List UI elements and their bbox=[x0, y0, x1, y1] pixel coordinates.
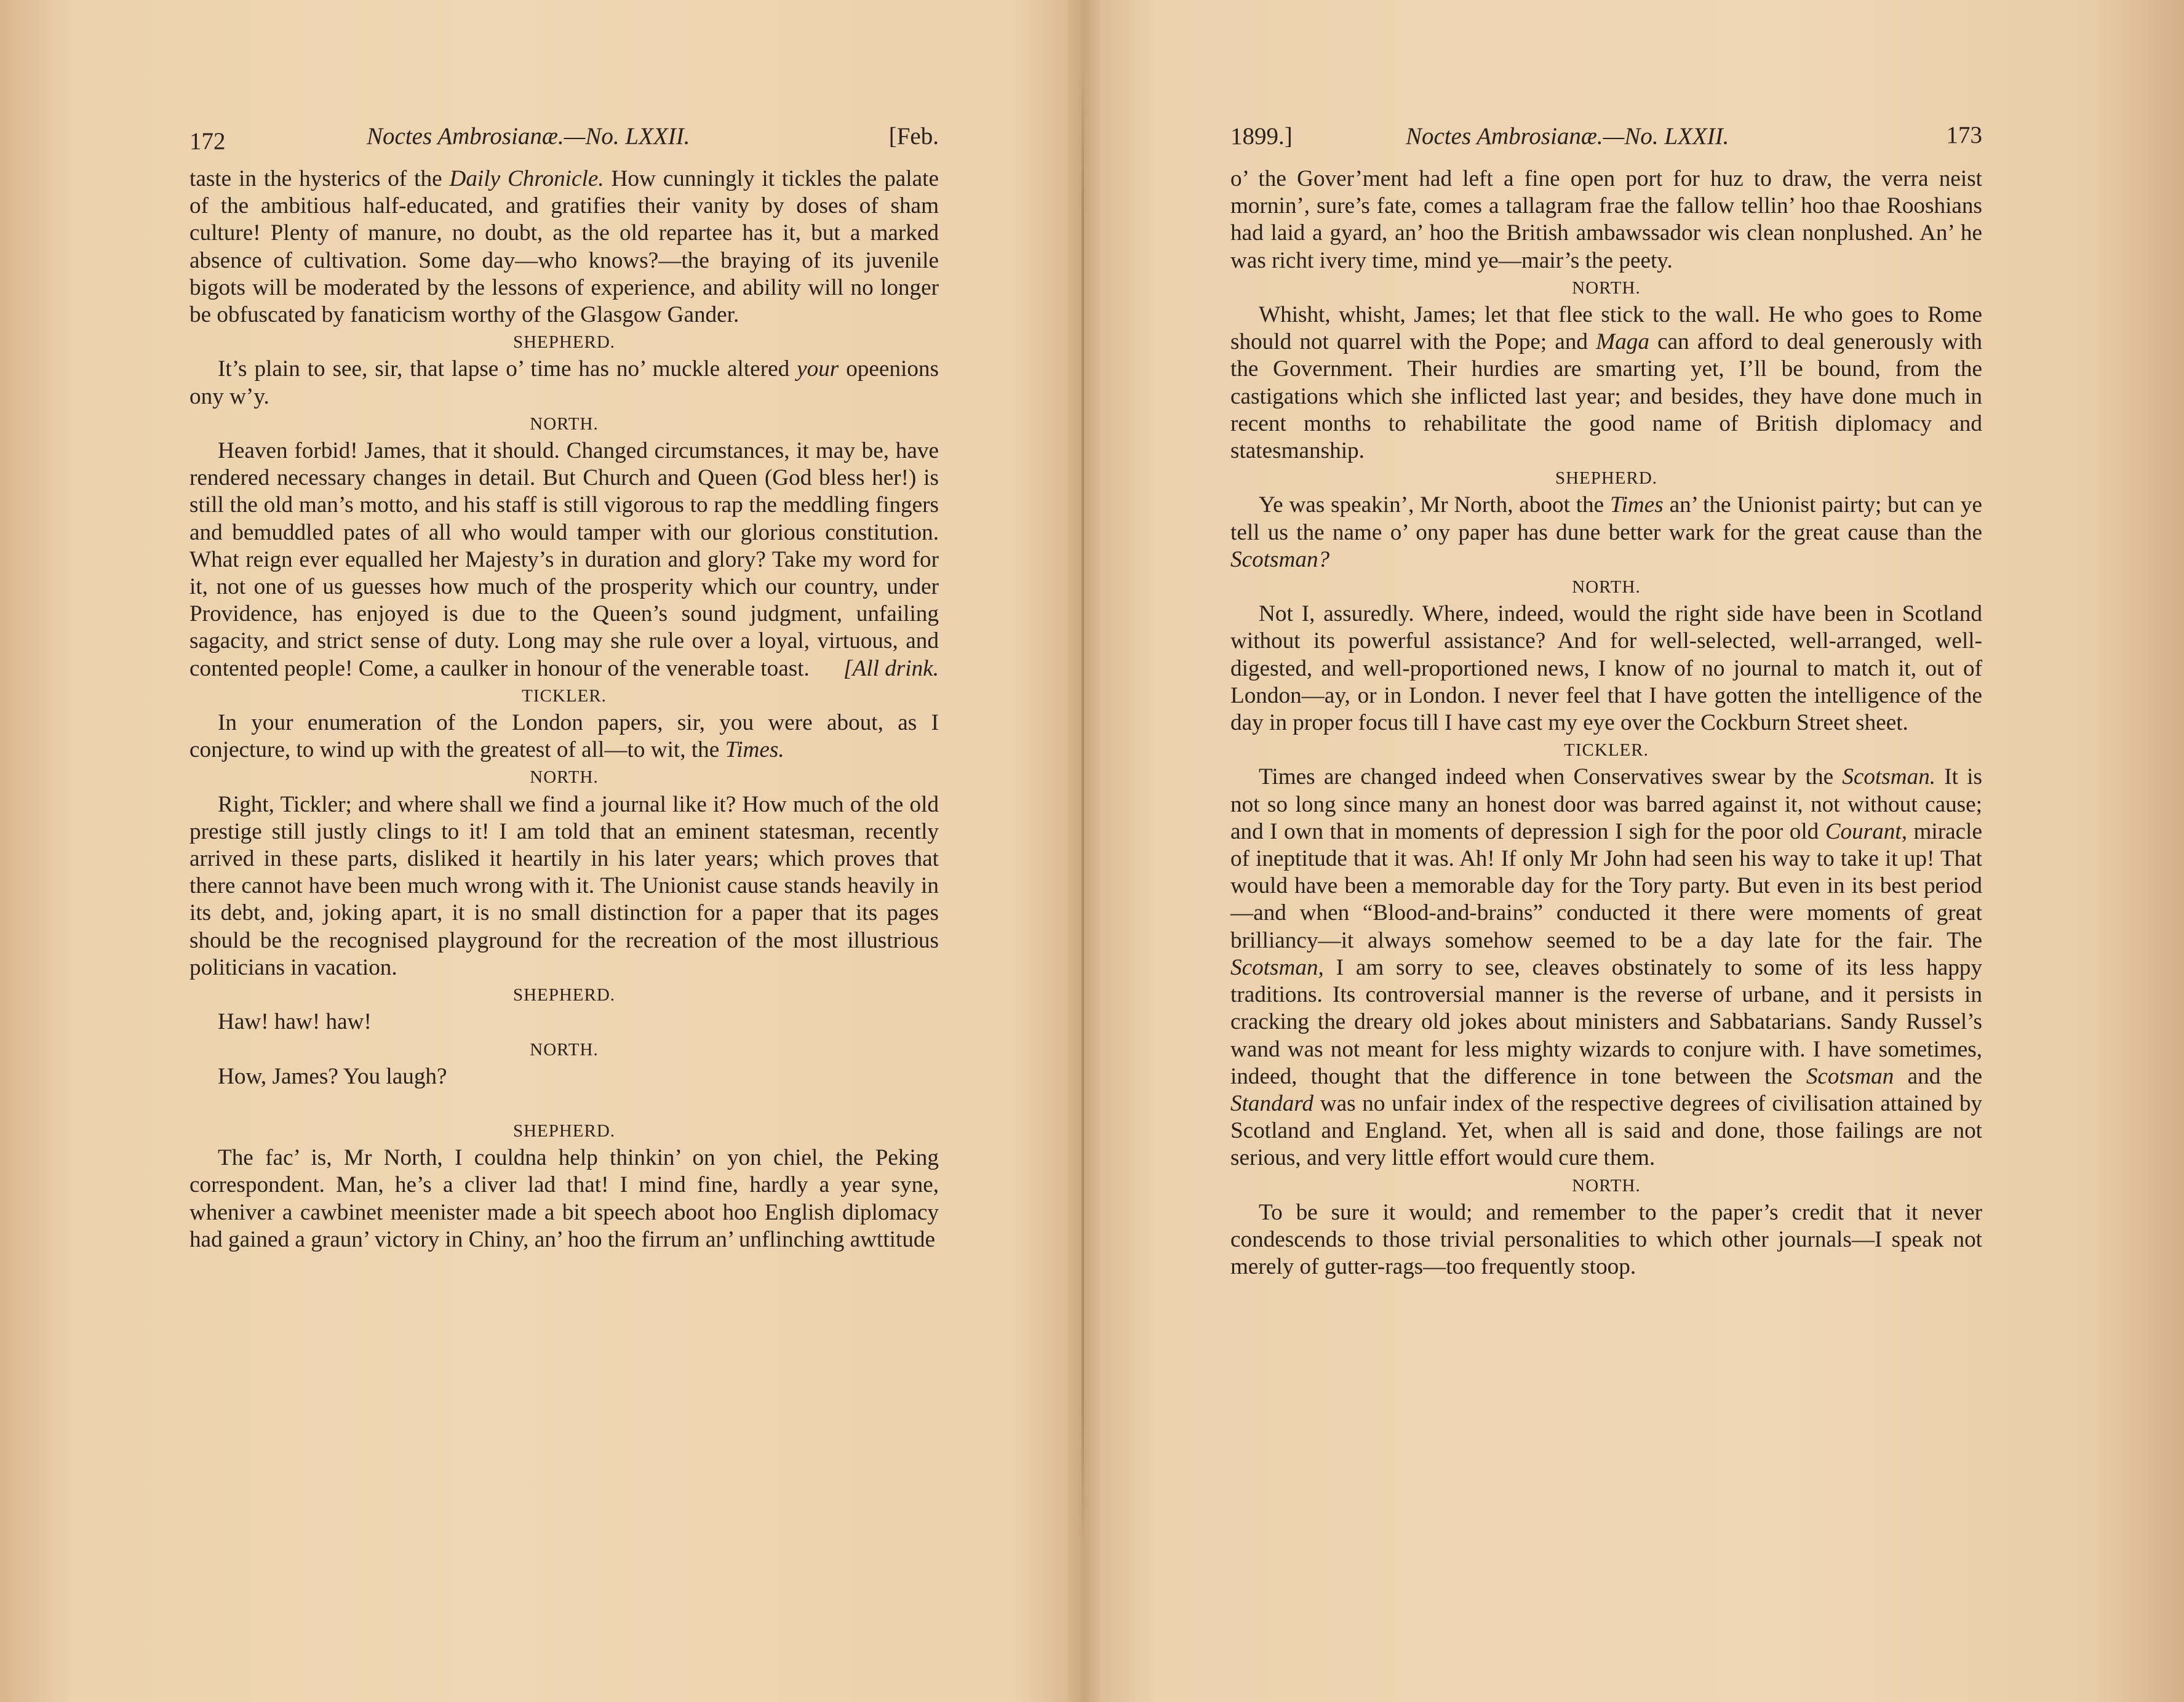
left-running-head bbox=[189, 120, 939, 152]
speaker-heading: NORTH. bbox=[1572, 278, 1641, 298]
speaker-heading: SHEPHERD. bbox=[1555, 468, 1658, 489]
running-date: [Feb. bbox=[888, 123, 939, 150]
stage-direction: [All drink. bbox=[843, 655, 939, 681]
paragraph: Ye was speakin’, Mr North, aboot the Times an’ the Unionist pairty; but can ye tell us the name o’ ony paper has dune better wark for the great cause than the Scotsman? bbox=[1230, 492, 1982, 572]
paragraph: Whisht, whisht, James; let that flee stick to the wall. He who goes to Rome should not quarrel with the Pope; and Maga can afford to deal generously with the Government. Their hurdies are smarting yet, I’ll be bound, from the castigations which she inflicted last year; and besides, they have done much in recent months to rehabilitate the good name of British diplomacy and statesmanship. bbox=[1230, 302, 1982, 464]
speaker-heading: NORTH. bbox=[530, 414, 599, 434]
spacer bbox=[189, 1090, 939, 1117]
paragraph: To be sure it would; and remember to the paper’s credit that it never condescends to those trivial personalities to which other journals—I speak not merely of gutter-rags—too frequently stoop. bbox=[1230, 1199, 1982, 1280]
paragraph: Not I, assuredly. Where, indeed, would the right side have been in Scotland without its powerful assistance? And for well-selected, well-arranged, well-digested, and well-proportioned news, I know of no journal to match it, out of London—ay, or in London. I never feel that I have gotten the intelligence of the day in proper focus till I have cast my eye over the Cockburn Street sheet. bbox=[1230, 601, 1982, 736]
paragraph: It’s plain to see, sir, that lapse o’ time has no’ muckle altered your opeenions ony w’y. bbox=[189, 356, 939, 409]
speaker-heading: SHEPHERD. bbox=[512, 985, 616, 1005]
right-body-text bbox=[1230, 166, 1982, 1280]
page-number: 172 bbox=[189, 128, 226, 154]
paragraph: taste in the hysterics of the Daily Chronicle. How cunningly it tickles the palate of the ambitious half-educated, and gratifies their vanity by doses of sham culture! Plenty of manure, no doubt, as the old repartee has it, but a marked absence of cultivation. Some day—who knows?—the braying of its juvenile bigots will be moderated by the lessons of experience, and ability will no longer be obfuscated by fanaticism worthy of the Glasgow Gander. bbox=[189, 166, 939, 328]
paragraph: How, James? You laugh? bbox=[218, 1063, 447, 1089]
speaker-heading: SHEPHERD. bbox=[512, 332, 616, 353]
speaker-heading: TICKLER. bbox=[522, 685, 607, 706]
running-title: Noctes Ambrosianæ.—No. LXXII. bbox=[1406, 123, 1729, 150]
left-body-text bbox=[189, 166, 939, 1253]
running-date: 1899.] bbox=[1230, 123, 1293, 150]
paragraph: In your enumeration of the London papers, sir, you were about, as I conjecture, to wind up with the greatest of all—to wit, the Times. bbox=[189, 710, 939, 763]
speaker-heading: NORTH. bbox=[1572, 577, 1641, 597]
page-number: 173 bbox=[1946, 122, 1982, 148]
paragraph: Right, Tickler; and where shall we find a journal like it? How much of the old prestige still justly clings to it! I am told that an eminent statesman, recently arrived in these parts, disliked it heartily in his later years; which proves that there cannot have been much wrong with it. The Unionist cause stands heavily in its debt, and, joking apart, it is no small distinction for a paper that its pages should be the recognised playground for the recreation of the most illustrious politicians in vacation. bbox=[189, 791, 939, 980]
paragraph: Haw! haw! haw! bbox=[218, 1009, 372, 1035]
speaker-heading: TICKLER. bbox=[1564, 740, 1649, 761]
right-running-head bbox=[1230, 120, 1982, 152]
speaker-heading: NORTH. bbox=[1572, 1175, 1641, 1196]
paragraph: o’ the Gover’ment had left a fine open port for huz to draw, the verra neist mornin’, sure’s fate, comes a tallagram frae the fallow tellin’ hoo thae Rooshians had laid a gyard, an’ hoo the British ambawssador wis clean nonplushed. An’ he was richt ivery time, mind ye—mair’s the peety. bbox=[1230, 166, 1982, 273]
speaker-heading: NORTH. bbox=[530, 1039, 599, 1060]
left-page bbox=[189, 120, 939, 1253]
speaker-heading: SHEPHERD. bbox=[512, 1121, 616, 1141]
book-gutter bbox=[1082, 68, 1084, 1544]
right-page bbox=[1230, 120, 1982, 1280]
running-title: Noctes Ambrosianæ.—No. LXXII. bbox=[367, 123, 690, 150]
paragraph: The fac’ is, Mr North, I couldna help thinkin’ on yon chiel, the Peking correspondent. Man, he’s a cliver lad that! I mind fine, hardly a year syne, wheniver a cawbinet meenister made a bit speech aboot hoo English diplomacy had gained a graun’ victory in Chiny, an’ hoo the firrum an’ unflinching awttitude bbox=[189, 1145, 939, 1252]
paragraph: Heaven forbid! James, that it should. Changed circumstances, it may be, have rendered necessary changes in detail. But Church and Queen (God bless her!) is still the old man’s motto, and his staff is still vigorous to rap the meddling fingers and bemuddled pates of all who would tamper with our glorious constitution. What reign ever equalled her Majesty’s in duration and glory? Take my word for it, not one of us guesses how much of the prosperity which our country, under Providence, has enjoyed is due to the Queen’s sound judgment, unfailing sagacity, and strict sense of duty. Long may she rule over a loyal, virtuous, and contented people! Come, a caulker in honour of the venerable toast. [All drink. bbox=[189, 437, 939, 682]
paragraph: Times are changed indeed when Conservatives swear by the Scotsman. It is not so long since many an honest door was barred against it, not without cause; and I own that in moments of depression I sigh for the poor old Courant, miracle of ineptitude that it was. Ah! If only Mr John had seen his way to take it up! That would have been a memorable day for the Tory party. But even in its best period—and when “Blood-and-brains” conducted it there were moments of great brilliancy—it always somehow seemed to be a day late for the fair. The Scotsman, I am sorry to see, cleaves obstinately to some of its less happy traditions. Its controversial manner is the reverse of urbane, and it persists in cracking the dreary old jokes about ministers and Sabbatarians. Sandy Russel’s wand was not meant for less mighty wizards to conjure with. I have sometimes, indeed, thought that the difference in tone between the Scotsman and the Standard was no unfair index of the respective degrees of civilisation attained by Scotland and England. Yet, when all is said and done, those failings are not serious, and very little effort would cure them. bbox=[1230, 764, 1983, 1171]
speaker-heading: NORTH. bbox=[530, 767, 599, 788]
